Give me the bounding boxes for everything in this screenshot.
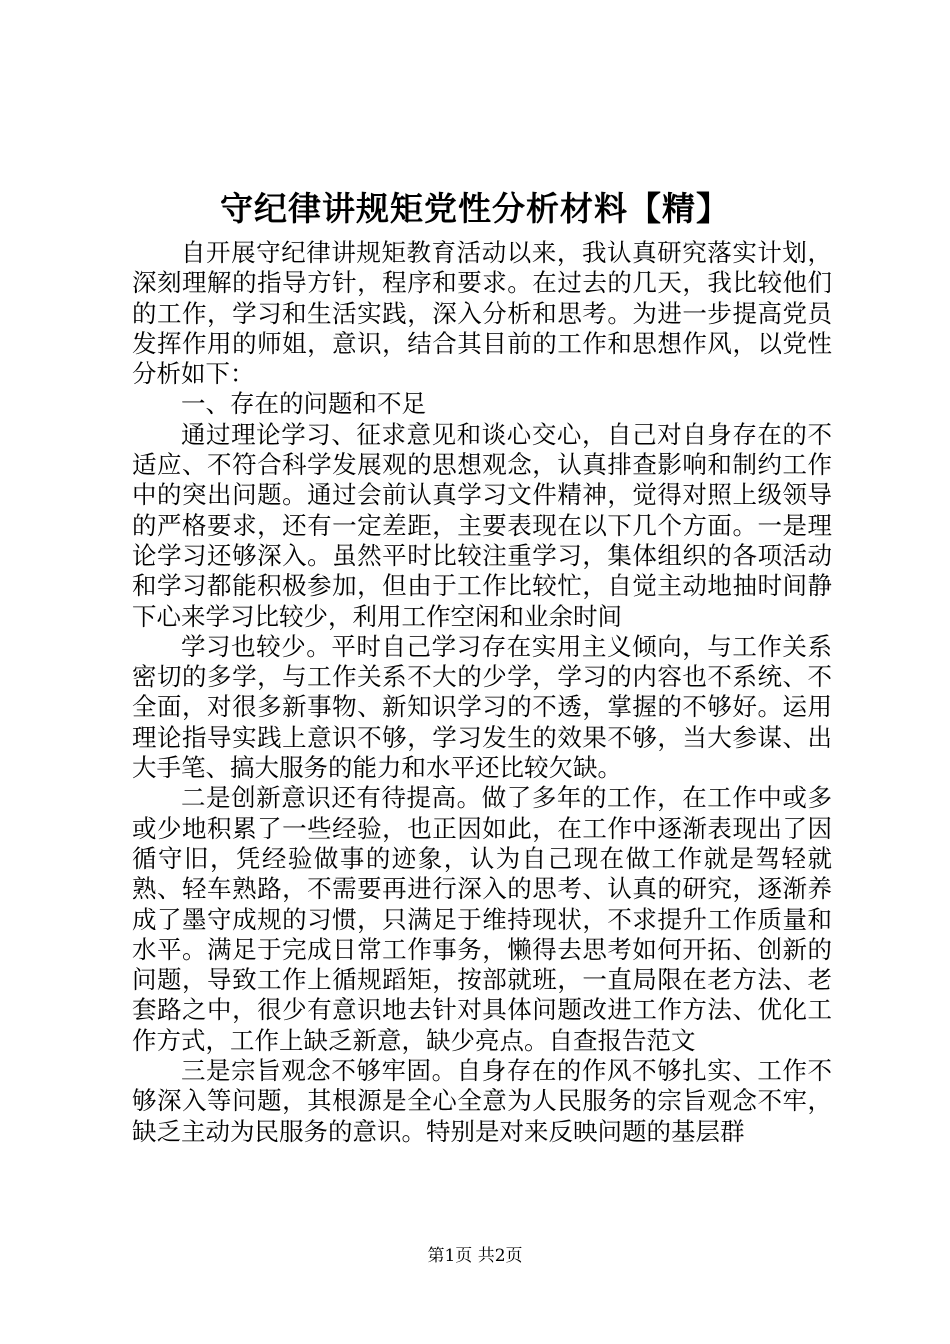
section-heading: 一、存在的问题和不足 bbox=[181, 389, 426, 419]
paragraph-innovation: 二是创新意识还有待提高。做了多年的工作，在工作中或多或少地积累了一些经验，也正因如此，在工作中逐渐表现出了因循守旧，凭经验做事的迹象，认为自己现在做工作就是驾轻就熟、轻车熟路，不需要再进行深入的思考、认真的研究，逐渐养成了墨守成规的习惯，只满足于维持现状，不求提升工作质量和水平。满足于完成日常工作事务，懒得去思考如何开拓、创新的问题，导致工作上循规蹈矩，按部就班，一直局限在老方法、老套路之中，很少有意识地去针对具体问题改进工作方法、优化工作方式，工作上缺乏新意，缺少亮点。自查报告范文 bbox=[132, 783, 832, 1055]
paragraph-analysis: 通过理论学习、征求意见和谈心交心，自己对自身存在的不适应、不符合科学发展观的思想观念，认真排查影响和制约工作中的突出问题。通过会前认真学习文件精神，觉得对照上级领导的严格要求，还有一定差距，主要表现在以下几个方面。一是理论学习还够深入。虽然平时比较注重学习，集体组织的各项活动和学习都能积极参加，但由于工作比较忙，自觉主动地抽时间静下心来学习比较少，利用工作空闲和业余时间 bbox=[132, 419, 832, 631]
paragraph-purpose: 三是宗旨观念不够牢固。自身存在的作风不够扎实、工作不够深入等问题，其根源是全心全意为人民服务的宗旨观念不牢，缺乏主动为民服务的意识。特别是对来反映问题的基层群 bbox=[132, 1056, 832, 1146]
document-body bbox=[132, 238, 832, 1147]
page-number-footer: 第1页 共2页 bbox=[427, 1246, 523, 1266]
paragraph-study: 学习也较少。平时自己学习存在实用主义倾向，与工作关系密切的多学，与工作关系不大的少学，学习的内容也不系统、不全面，对很多新事物、新知识学习的不透，掌握的不够好。运用理论指导实践上意识不够，学习发生的效果不够，当大参谋、出大手笔、搞大服务的能力和水平还比较欠缺。 bbox=[132, 631, 832, 783]
paragraph-intro: 自开展守纪律讲规矩教育活动以来，我认真研究落实计划，深刻理解的指导方针，程序和要求。在过去的几天，我比较他们的工作，学习和生活实践，深入分析和思考。为进一步提高党员发挥作用的师姐，意识，结合其目前的工作和思想作风，以党性分析如下： bbox=[132, 238, 832, 389]
document-title: 守纪律讲规矩党性分析材料【精】 bbox=[220, 189, 730, 228]
